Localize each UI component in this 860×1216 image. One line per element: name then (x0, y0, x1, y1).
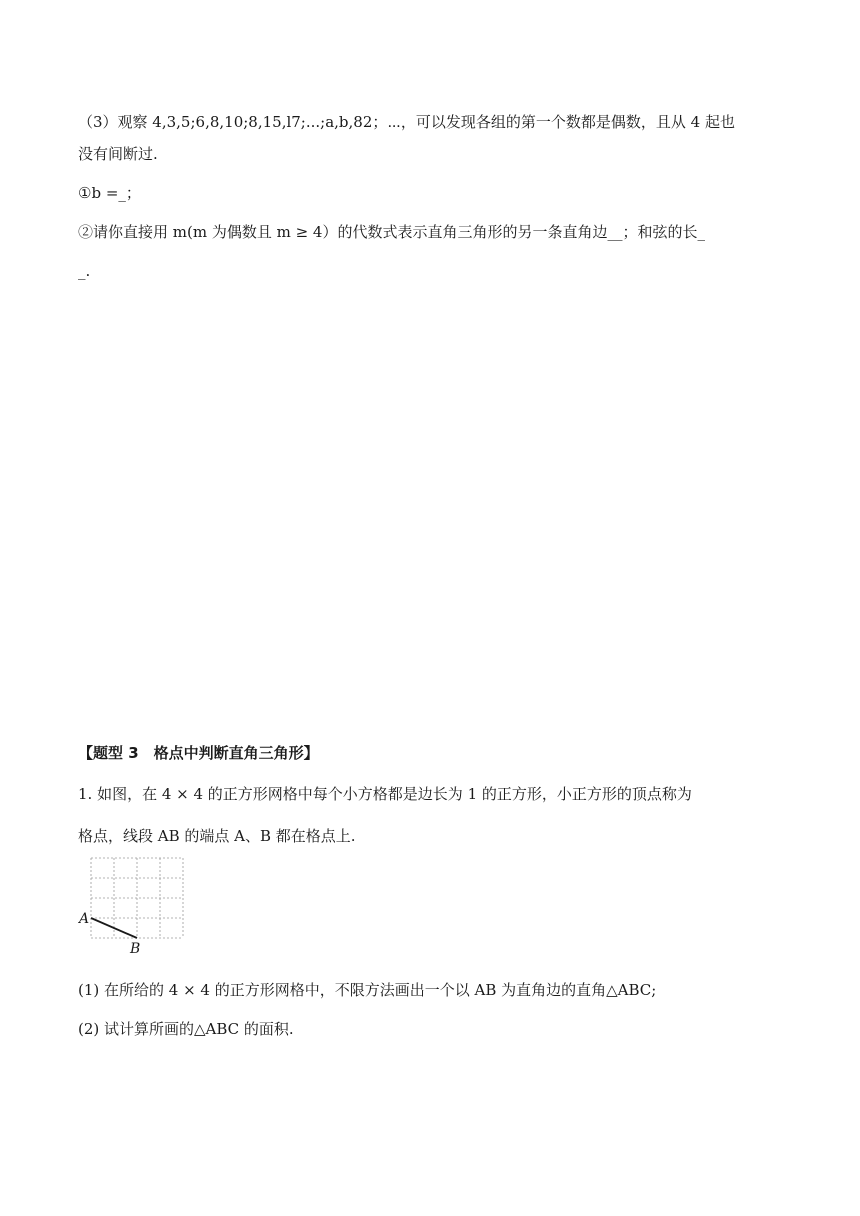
part3-line2: 没有间断过. (78, 145, 158, 163)
grid-figure (76, 852, 186, 956)
part3-line1: （3）观察 4,3,5;6,8,10;8,15,l7;...;a,b,82；⋯，可以发现各组的第一个数都是偶数，且从 4 起也 (78, 113, 735, 131)
question-2-line2: _. (78, 262, 91, 280)
grid-lines (91, 858, 183, 938)
problem-1-line2: 格点，线段 AB 的端点 A、B 都在格点上. (78, 827, 356, 845)
sub-question-2: (2) 试计算所画的△ABC 的面积. (78, 1020, 294, 1038)
question-2-line1: ②请你直接用 m(m 为偶数且 m ≥ 4）的代数式表示直角三角形的另一条直角边__；和弦的长_ (78, 223, 705, 241)
sub-question-1: (1) 在所给的 4 × 4 的正方形网格中，不限方法画出一个以 AB 为直角边的直角△ABC; (78, 981, 657, 999)
problem-1-line1: 1. 如图，在 4 × 4 的正方形网格中每个小方格都是边长为 1 的正方形，小正方形的顶点称为 (78, 785, 692, 803)
label-b: B (130, 941, 141, 956)
question-1: ①b =_； (78, 184, 141, 202)
section-heading: 【题型 3 格点中判断直角三角形】 (78, 744, 319, 762)
label-a: A (79, 911, 90, 927)
